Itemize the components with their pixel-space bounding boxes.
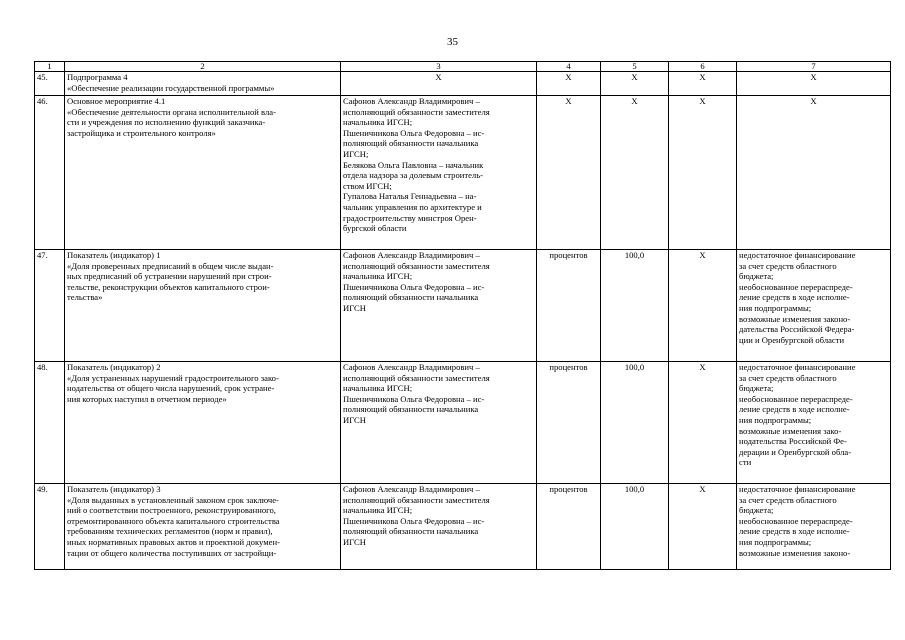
column-6-cell: Х (669, 250, 737, 362)
cell-line: ством ИГСН; (343, 180, 392, 191)
table-row (35, 72, 891, 96)
cell-line: отдела надзора за долевым строитель- (343, 170, 483, 181)
indicators-table (34, 61, 891, 570)
header-cell: 1 (35, 62, 65, 72)
cell-line: ИГСН (343, 536, 366, 547)
table-row (35, 96, 891, 250)
risks-cell (737, 96, 891, 250)
cell-line: Сафонов Александр Владимирович – (343, 484, 480, 494)
cell-line: Пшеничникова Ольга Федоровна – ис- (343, 515, 485, 526)
cell-line: возможные изменения законо- (739, 313, 851, 324)
cell-line: дерации и Оренбургской обла- (739, 446, 852, 457)
cell-line: полняющий обязанности начальника (343, 138, 479, 149)
cell-line: за счет средств областного (739, 494, 837, 505)
cell-line: за счет средств областного (739, 260, 837, 271)
cell-line: ИГСН (343, 302, 366, 313)
cell-line: Основное мероприятие 4.1 (67, 96, 166, 106)
cell-line: Гупалова Наталья Геннадьевна – на- (343, 191, 477, 202)
value-cell: Х (601, 96, 669, 250)
table-row (35, 484, 891, 570)
cell-line: нодательства Российской Фе- (739, 436, 847, 447)
header-cell: 2 (65, 62, 341, 72)
column-6-cell: Х (669, 96, 737, 250)
cell-line: полняющий обязанности начальника (343, 526, 479, 537)
indicator-name-cell (65, 250, 341, 362)
unit-cell: процентов (537, 484, 601, 570)
cell-line: бюджета; (739, 383, 774, 394)
cell-line: необоснованное перераспреде- (739, 281, 853, 292)
cell-line: тации от общего количества поступивших от застройщи- (67, 547, 277, 558)
cell-line: ление средств в ходе исполне- (739, 292, 850, 303)
page-number: 35 (447, 36, 458, 48)
cell-line: ИГСН; (343, 148, 369, 159)
row-number-cell: 47. (35, 250, 65, 362)
unit-cell: процентов (537, 362, 601, 484)
header-cell: 4 (537, 62, 601, 72)
cell-line: Х (810, 96, 817, 106)
responsible-cell (341, 250, 537, 362)
cell-line: ния подпрограммы; (739, 536, 812, 547)
cell-line: «Доля устраненных нарушений градостроительного зако- (67, 372, 279, 383)
cell-line: тельства» (67, 292, 103, 303)
cell-line: недостаточное финансирование (739, 362, 856, 372)
cell-line: ний о соответствии построенного, реконструированного, (67, 505, 276, 516)
cell-line: ции и Оренбургской области (739, 334, 845, 345)
cell-line: возможные изменения зако- (739, 425, 842, 436)
cell-line: исполняющий обязанности заместителя (343, 372, 490, 383)
risks-cell (737, 72, 891, 96)
row-number-cell: 48. (35, 362, 65, 484)
indicator-name-cell (65, 362, 341, 484)
cell-line: исполняющий обязанности заместителя (343, 106, 490, 117)
cell-line: Пшеничникова Ольга Федоровна – ис- (343, 281, 485, 292)
cell-line: бюджета; (739, 271, 774, 282)
cell-line: «Доля выданных в установленный законом срок заключе- (67, 494, 279, 505)
header-cell: 7 (737, 62, 891, 72)
cell-line: застройщика и строительного контроля» (67, 127, 216, 138)
cell-line: ИГСН (343, 414, 366, 425)
cell-line: полняющий обязанности начальника (343, 292, 479, 303)
header-cell: 3 (341, 62, 537, 72)
cell-line: дательства Российской Федера- (739, 324, 855, 335)
cell-line: отремонтированного объекта капитального строительства (67, 515, 280, 526)
responsible-cell (341, 72, 537, 96)
row-number-cell: 45. (35, 72, 65, 96)
cell-line: ных предписаний об устранении нарушений при строи- (67, 271, 272, 282)
cell-line: Пшеничникова Ольга Федоровна – ис- (343, 127, 485, 138)
indicator-name-cell (65, 72, 341, 96)
cell-line: Х (810, 72, 817, 82)
responsible-cell (341, 96, 537, 250)
row-number-cell: 49. (35, 484, 65, 570)
table-body (35, 62, 891, 570)
cell-line: Сафонов Александр Владимирович – (343, 362, 480, 372)
cell-line: необоснованное перераспреде- (739, 515, 853, 526)
cell-line: нодательства от общего числа нарушений, срок устране- (67, 383, 275, 394)
cell-line: бургской области (343, 223, 407, 234)
indicator-name-cell (65, 484, 341, 570)
value-cell: Х (601, 72, 669, 96)
value-cell: 100,0 (601, 362, 669, 484)
indicator-name-cell (65, 96, 341, 250)
cell-line: необоснованное перераспреде- (739, 393, 853, 404)
cell-line: требованиям технических регламентов (норм и правил), (67, 526, 273, 537)
responsible-cell (341, 362, 537, 484)
column-6-cell: Х (669, 72, 737, 96)
header-cell: 5 (601, 62, 669, 72)
cell-line: ния подпрограммы; (739, 414, 812, 425)
cell-line: «Обеспечение деятельности органа исполнительной вла- (67, 106, 276, 117)
cell-line: начальника ИГСН; (343, 117, 413, 128)
cell-line: «Доля проверенных предписаний в общем числе выдан- (67, 260, 274, 271)
cell-line: возможные изменения законо- (739, 547, 851, 558)
cell-line: недостаточное финансирование (739, 250, 856, 260)
cell-line: исполняющий обязанности заместителя (343, 260, 490, 271)
cell-line: исполняющий обязанности заместителя (343, 494, 490, 505)
responsible-cell (341, 484, 537, 570)
cell-line: градостроительству минстроя Орен- (343, 212, 477, 223)
cell-line: бюджета; (739, 505, 774, 516)
cell-line: чальник управления по архитектуре и (343, 201, 482, 212)
cell-line: Показатель (индикатор) 3 (67, 484, 161, 494)
cell-line: сти и учреждения по исполнению функций заказчика- (67, 117, 266, 128)
unit-cell: Х (537, 72, 601, 96)
cell-line: тельстве, реконструкции объектов капитального строи- (67, 281, 270, 292)
cell-line: ление средств в ходе исполне- (739, 526, 850, 537)
row-number-cell: 46. (35, 96, 65, 250)
risks-cell (737, 484, 891, 570)
value-cell: 100,0 (601, 250, 669, 362)
cell-line: сти (739, 457, 752, 468)
cell-line: полняющий обязанности начальника (343, 404, 479, 415)
cell-line: ление средств в ходе исполне- (739, 404, 850, 415)
value-cell: 100,0 (601, 484, 669, 570)
cell-line: Показатель (индикатор) 2 (67, 362, 161, 372)
header-row (35, 62, 891, 72)
cell-line: Сафонов Александр Владимирович – (343, 96, 480, 106)
cell-line: Подпрограмма 4 (67, 72, 128, 82)
cell-line: начальника ИГСН; (343, 505, 413, 516)
cell-line: Белякова Ольга Павловна – начальник (343, 159, 484, 170)
cell-line: Показатель (индикатор) 1 (67, 250, 161, 260)
cell-line: ния подпрограммы; (739, 302, 812, 313)
cell-line: Пшеничникова Ольга Федоровна – ис- (343, 393, 485, 404)
unit-cell: процентов (537, 250, 601, 362)
cell-line: «Обеспечение реализации государственной программы» (67, 82, 275, 93)
table-row (35, 250, 891, 362)
column-6-cell: Х (669, 484, 737, 570)
cell-line: начальника ИГСН; (343, 271, 413, 282)
cell-line: Сафонов Александр Владимирович – (343, 250, 480, 260)
header-cell: 6 (669, 62, 737, 72)
column-6-cell: Х (669, 362, 737, 484)
unit-cell: Х (537, 96, 601, 250)
cell-line: Х (435, 72, 442, 82)
cell-line: ния которых наступил в отчетном периоде» (67, 393, 227, 404)
cell-line: недостаточное финансирование (739, 484, 856, 494)
risks-cell (737, 250, 891, 362)
cell-line: за счет средств областного (739, 372, 837, 383)
cell-line: начальника ИГСН; (343, 383, 413, 394)
cell-line: иных нормативных правовых актов и проектной докумен- (67, 536, 280, 547)
risks-cell (737, 362, 891, 484)
table-row (35, 362, 891, 484)
